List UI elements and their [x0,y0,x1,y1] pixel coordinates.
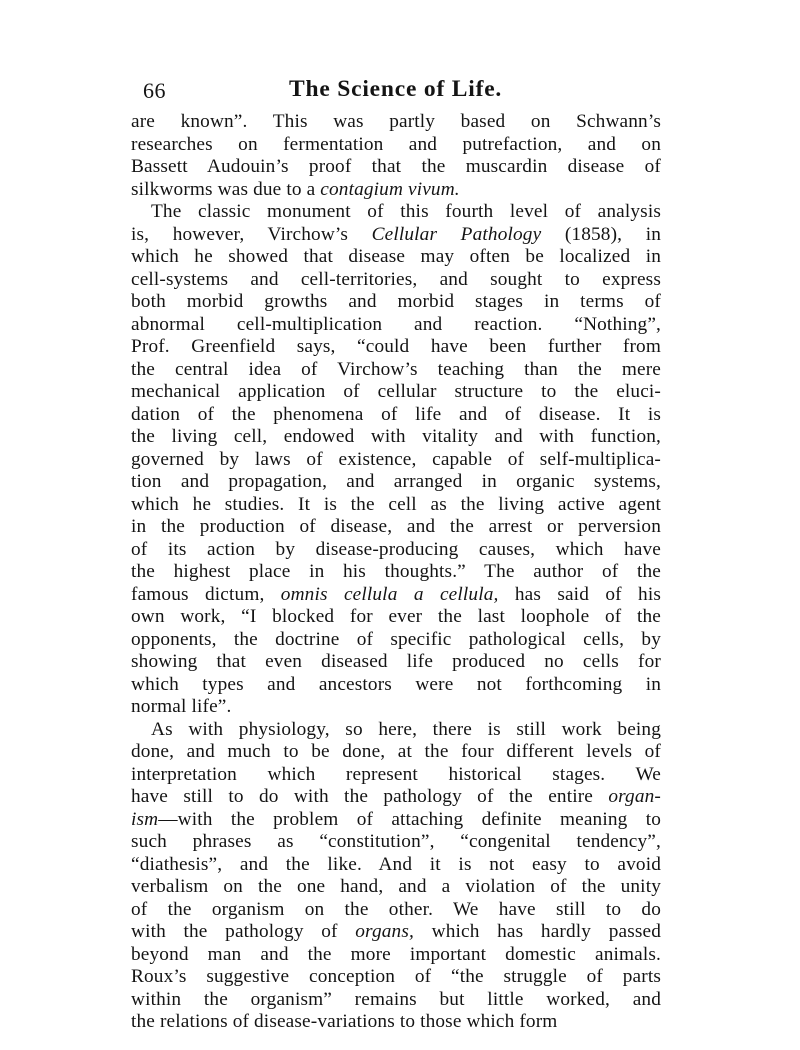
text-line: opponents, the doctrine of specific pathological cells, by [131,628,661,650]
page-number: 66 [143,78,166,103]
text-line: researches on fermentation and putrefaction, and on [131,133,661,155]
running-title: The Science of Life. [289,76,503,102]
paragraph [131,111,661,201]
text-line: the highest place in his thoughts.” The author of the [131,561,661,582]
italic-text: omnis cellula a cellula, [280,583,499,605]
text-line: have still to do with the pathology of the entire organ- [131,786,661,807]
text-line: such phrases as “constitution”, “congenital tendency”, [131,831,661,852]
text-line: in the production of disease, and the arrest or perversion [131,516,661,537]
text-line: of the organism on the other. We have still to do [131,898,661,920]
text-line: Roux’s suggestive conception of “the struggle of parts [131,966,661,987]
text-line: tion and propagation, and arranged in organic systems, [131,471,661,492]
italic-text: organ- [608,786,661,807]
text-line: normal life”. [131,696,232,717]
italic-text: Cellular Pathology [371,223,542,245]
text-line: which he showed that disease may often be localized in [131,246,661,267]
page-header [131,74,661,108]
text-line: both morbid growths and morbid stages in terms of [131,291,661,312]
text-line: interpretation which represent historical stages. We [131,763,661,785]
italic-text: organs, [355,921,414,942]
text-line: The classic monument of this fourth level of analysis [151,201,661,222]
text-line: famous dictum, omnis cellula a cellula, has said of his [131,583,661,605]
text-line: “diathesis”, and the like. And it is not easy to avoid [131,853,661,875]
text-line: silkworms was due to a contagium vivum. [131,178,460,200]
text-line: dation of the phenomena of life and of disease. It is [131,403,661,425]
text-line: Bassett Audouin’s proof that the muscardin disease of [131,156,661,177]
body-text [131,111,661,1034]
text-line: with the pathology of organs, which has hardly passed [131,921,661,942]
text-line: verbalism on the one hand, and a violation of the unity [131,876,661,897]
text-line: the relations of disease-variations to those which form [131,1011,558,1032]
text-line: As with physiology, so here, there is still work being [151,718,661,740]
text-line: Prof. Greenfield says, “could have been further from [131,336,661,357]
text-line: which types and ancestors were not forthcoming in [131,673,661,695]
text-line: of its action by disease-producing causes, which have [131,538,661,560]
text-line: abnormal cell-multiplication and reaction. “Nothing”, [131,313,661,335]
text-line: mechanical application of cellular structure to the eluci- [131,381,661,402]
text-line: within the organism” remains but little worked, and [131,988,661,1010]
text-line: ism—with the problem of attaching definite meaning to [131,808,661,830]
text-line: governed by laws of existence, capable of self-multiplica- [131,448,661,470]
text-line: showing that even diseased life produced no cells for [131,651,661,672]
text-line: the central idea of Virchow’s teaching than the mere [131,358,661,380]
text-line: are known”. This was partly based on Schwann’s [131,111,661,132]
text-line: cell-systems and cell-territories, and sought to express [131,268,661,290]
text-line: own work, “I blocked for ever the last loophole of the [131,606,661,627]
paragraph [131,719,661,1034]
text-line: is, however, Virchow’s Cellular Pathology (1858), in [131,223,661,245]
text-line: which he studies. It is the cell as the living active agent [131,493,661,515]
italic-text: contagium vivum. [320,178,460,200]
text-line: the living cell, endowed with vitality and with function, [131,426,661,447]
text-line: done, and much to be done, at the four different levels of [131,741,661,762]
text-line: beyond man and the more important domestic animals. [131,943,661,965]
italic-text: ism [131,808,159,830]
paragraph [131,201,661,719]
